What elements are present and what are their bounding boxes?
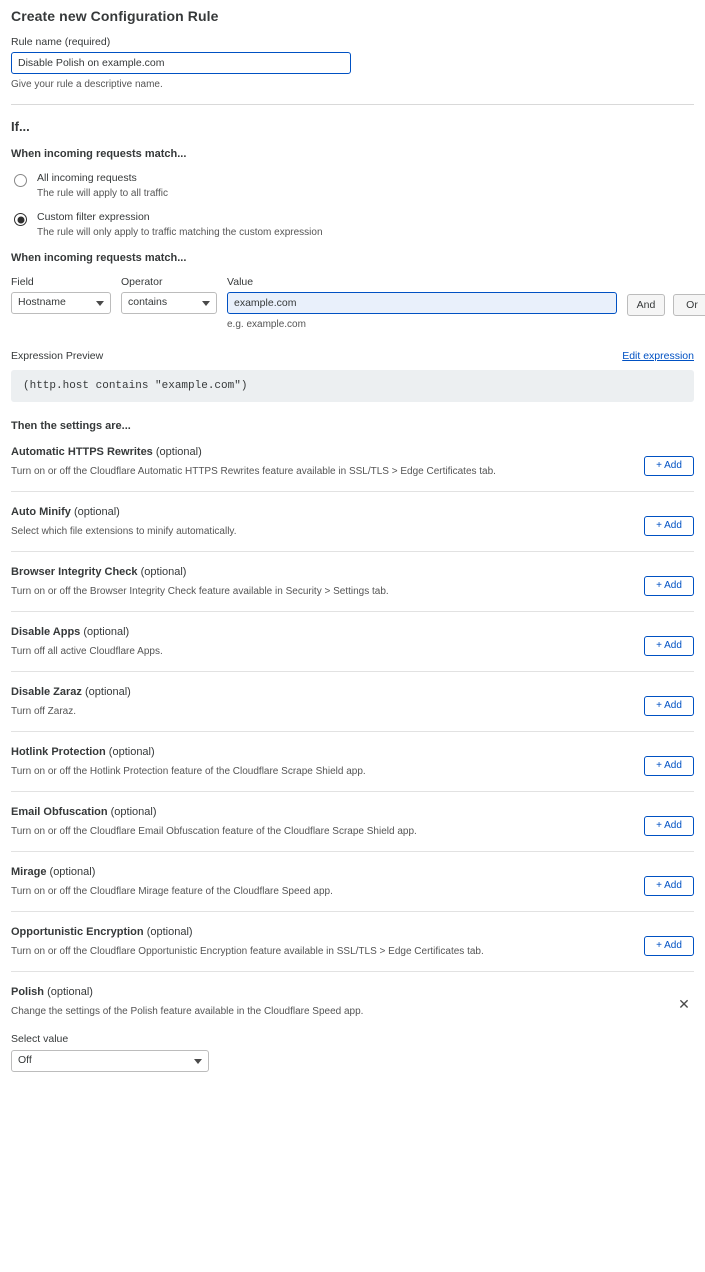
radio-label: Custom filter expression xyxy=(37,211,150,223)
logic-buttons xyxy=(627,276,705,316)
polish-select-label: Select value xyxy=(11,1033,69,1045)
setting-title xyxy=(11,806,694,818)
add-button[interactable]: + Add xyxy=(644,756,694,776)
divider xyxy=(11,104,694,105)
setting-optional: (optional) xyxy=(140,566,187,578)
setting-desc: Select which file extensions to minify automatically. xyxy=(11,526,237,537)
rule-name-group xyxy=(11,36,694,90)
setting-desc: Turn on or off the Browser Integrity Check feature available in Security > Settings tab. xyxy=(11,586,389,597)
radio-icon[interactable] xyxy=(14,174,27,187)
expression-preview-box: (http.host contains "example.com") xyxy=(11,370,694,402)
setting-optional: (optional) xyxy=(73,506,120,518)
setting-name: Mirage xyxy=(11,866,47,878)
setting-title xyxy=(11,446,694,458)
setting-title xyxy=(11,626,694,638)
value-label: Value xyxy=(227,276,254,288)
setting-title xyxy=(11,986,694,998)
expression-preview-header xyxy=(11,350,694,362)
setting-optional: (optional) xyxy=(49,866,96,878)
operator-select-value: contains xyxy=(128,296,168,308)
operator-select[interactable] xyxy=(121,292,217,314)
add-button[interactable]: + Add xyxy=(644,516,694,536)
value-input[interactable] xyxy=(227,292,617,314)
setting-title xyxy=(11,566,694,578)
setting-optional: (optional) xyxy=(155,446,202,458)
then-heading: Then the settings are... xyxy=(11,420,131,432)
chevron-down-icon xyxy=(194,1059,202,1064)
chevron-down-icon xyxy=(202,301,210,306)
setting-desc: Turn off all active Cloudflare Apps. xyxy=(11,646,163,657)
setting-title xyxy=(11,866,694,878)
radio-desc: The rule will only apply to traffic matching the custom expression xyxy=(37,227,323,238)
setting-name: Email Obfuscation xyxy=(11,806,108,818)
setting-name: Browser Integrity Check xyxy=(11,566,138,578)
setting-row xyxy=(11,732,694,792)
add-button[interactable]: + Add xyxy=(644,576,694,596)
setting-optional: (optional) xyxy=(83,626,130,638)
filter-match-heading: When incoming requests match... xyxy=(11,252,187,264)
setting-name: Polish xyxy=(11,986,45,998)
setting-optional: (optional) xyxy=(110,806,157,818)
setting-name: Disable Apps xyxy=(11,626,81,638)
value-help: e.g. example.com xyxy=(227,319,306,330)
add-button[interactable]: + Add xyxy=(644,936,694,956)
field-select-value: Hostname xyxy=(18,296,66,308)
setting-name: Auto Minify xyxy=(11,506,71,518)
polish-value: Off xyxy=(18,1054,32,1066)
setting-desc: Turn on or off the Hotlink Protection feature of the Cloudflare Scrape Shield app. xyxy=(11,766,366,777)
add-button[interactable]: + Add xyxy=(644,816,694,836)
setting-row xyxy=(11,852,694,912)
setting-row xyxy=(11,432,694,492)
setting-row xyxy=(11,552,694,612)
setting-optional: (optional) xyxy=(146,926,193,938)
rule-name-help: Give your rule a descriptive name. xyxy=(11,79,163,90)
radio-label: All incoming requests xyxy=(37,172,137,184)
setting-name: Automatic HTTPS Rewrites xyxy=(11,446,153,458)
value-group xyxy=(227,276,617,330)
filter-expression-row xyxy=(11,276,698,330)
setting-name: Hotlink Protection xyxy=(11,746,106,758)
field-select[interactable] xyxy=(11,292,111,314)
radio-option-all-requests[interactable] xyxy=(11,172,694,199)
setting-desc: Turn on or off the Cloudflare Opportunistic Encryption feature available in SSL/TLS > Edge Certificates tab. xyxy=(11,946,484,957)
and-button[interactable]: And xyxy=(627,294,665,316)
add-button[interactable]: + Add xyxy=(644,456,694,476)
or-button[interactable]: Or xyxy=(673,294,705,316)
setting-row xyxy=(11,912,694,972)
setting-name: Disable Zaraz xyxy=(11,686,82,698)
page-title: Create new Configuration Rule xyxy=(11,8,219,24)
setting-desc: Turn off Zaraz. xyxy=(11,706,77,717)
rule-name-label: Rule name (required) xyxy=(11,36,111,48)
add-button[interactable]: + Add xyxy=(644,876,694,896)
setting-row xyxy=(11,792,694,852)
setting-desc: Turn on or off the Cloudflare Automatic HTTPS Rewrites feature available in SSL/TLS > Edge Certificates tab. xyxy=(11,466,496,477)
edit-expression-link[interactable]: Edit expression xyxy=(622,350,694,362)
setting-row-polish xyxy=(11,972,694,1078)
operator-label: Operator xyxy=(121,276,163,288)
add-button[interactable]: + Add xyxy=(644,696,694,716)
expression-preview-label: Expression Preview xyxy=(11,350,104,362)
operator-group xyxy=(121,276,217,314)
field-group xyxy=(11,276,111,314)
setting-title xyxy=(11,926,694,938)
setting-desc: Turn on or off the Cloudflare Mirage feature of the Cloudflare Speed app. xyxy=(11,886,333,897)
chevron-down-icon xyxy=(96,301,104,306)
setting-row xyxy=(11,672,694,732)
radio-desc: The rule will apply to all traffic xyxy=(37,188,168,199)
setting-row xyxy=(11,612,694,672)
setting-optional: (optional) xyxy=(108,746,155,758)
add-button[interactable]: + Add xyxy=(644,636,694,656)
setting-desc: Change the settings of the Polish feature available in the Cloudflare Speed app. xyxy=(11,1006,364,1017)
polish-value-select[interactable] xyxy=(11,1050,209,1072)
radio-icon-selected[interactable] xyxy=(14,213,27,226)
setting-title xyxy=(11,686,694,698)
setting-row xyxy=(11,492,694,552)
setting-desc: Turn on or off the Cloudflare Email Obfuscation feature of the Cloudflare Scrape Shield app. xyxy=(11,826,417,837)
setting-title xyxy=(11,506,694,518)
radio-option-custom-filter[interactable] xyxy=(11,211,694,238)
setting-optional: (optional) xyxy=(47,986,93,998)
rule-name-input[interactable] xyxy=(11,52,351,74)
close-icon[interactable]: ✕ xyxy=(678,996,690,1012)
setting-name: Opportunistic Encryption xyxy=(11,926,144,938)
setting-title xyxy=(11,746,694,758)
field-label: Field xyxy=(11,276,34,288)
match-heading: When incoming requests match... xyxy=(11,148,187,160)
setting-optional: (optional) xyxy=(84,686,131,698)
if-section-heading: If... xyxy=(11,119,30,134)
